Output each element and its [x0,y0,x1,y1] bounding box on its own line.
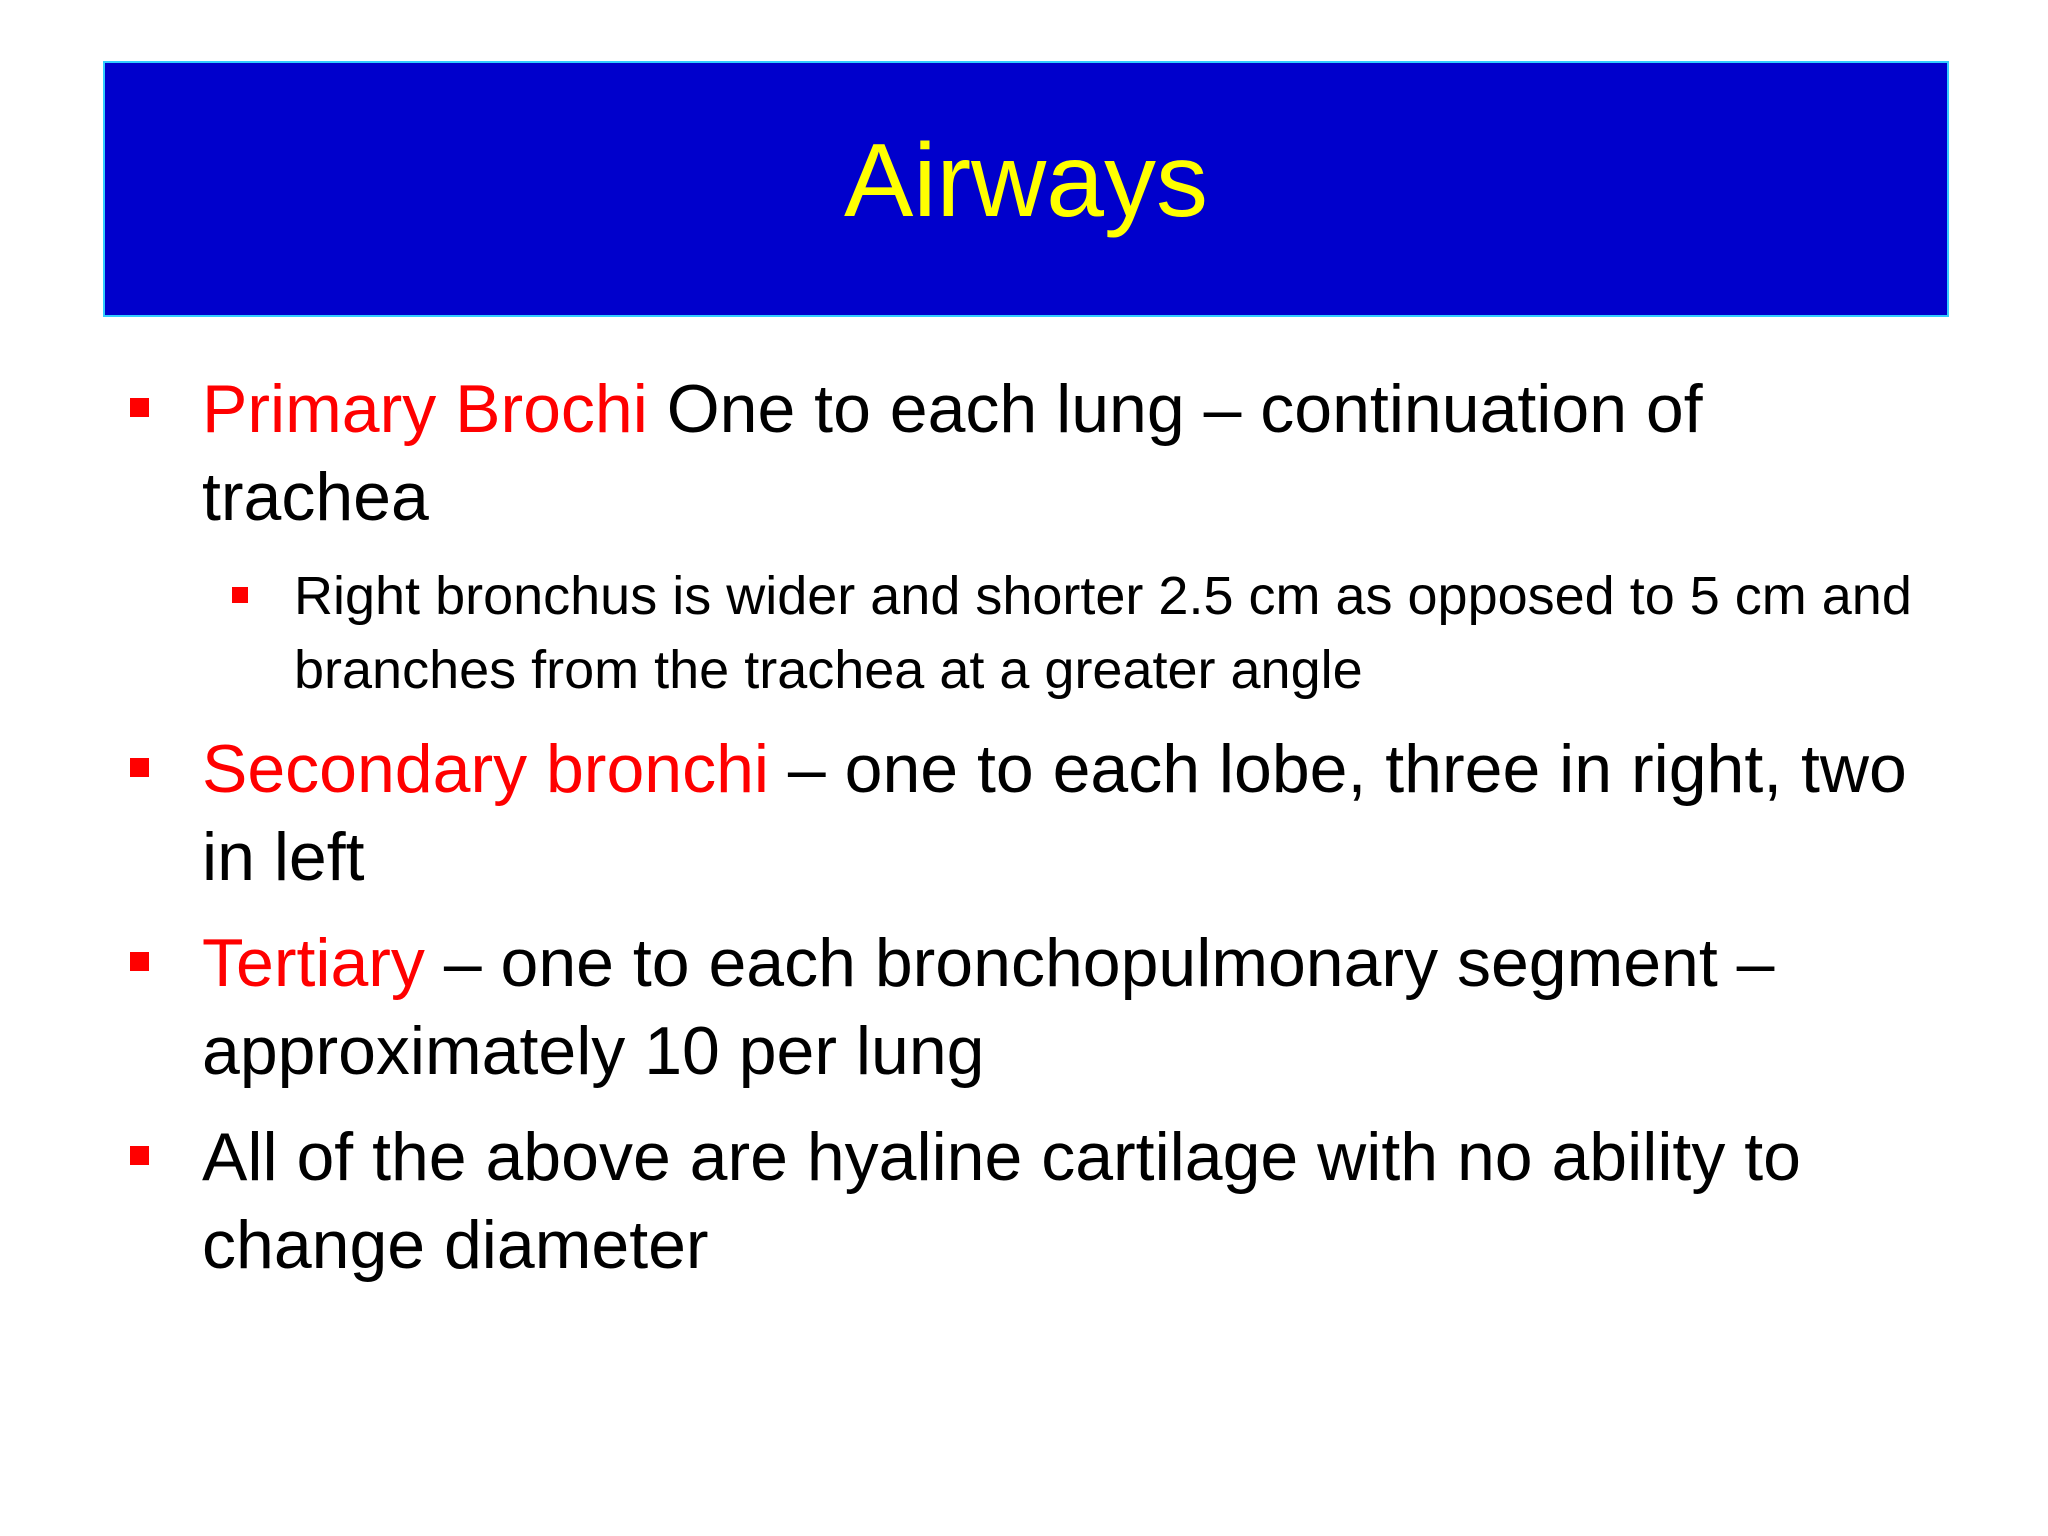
square-bullet-icon [130,758,149,777]
square-bullet-icon [232,587,248,603]
bullet-term: Tertiary [202,925,425,1001]
bullet-hyaline-cartilage [130,1113,1930,1289]
bullet-secondary-bronchi [130,725,1930,901]
bullet-text: – one to each bronchopulmonary segment – approximately 10 per lung [202,925,1775,1089]
bullet-list [130,365,1930,1307]
bullet-primary-bronchi [130,365,1930,541]
sub-bullet-text: Right bronchus is wider and shorter 2.5 cm as opposed to 5 cm and branches from the trachea at a greater angle [294,566,1912,700]
bullet-text: – one to each lobe, three in right, two in left [202,731,1907,895]
sub-bullet-right-bronchus [232,559,1930,707]
bullet-term: Secondary bronchi [202,731,770,807]
bullet-text: One to each lung – continuation of trachea [202,371,1703,535]
title-bar [103,61,1949,317]
square-bullet-icon [130,1146,149,1165]
bullet-term: Primary Brochi [202,371,648,447]
bullet-text: All of the above are hyaline cartilage with no ability to change diameter [202,1119,1801,1283]
slide-title: Airways [843,123,1209,239]
square-bullet-icon [130,398,149,417]
square-bullet-icon [130,952,149,971]
bullet-tertiary [130,919,1930,1095]
